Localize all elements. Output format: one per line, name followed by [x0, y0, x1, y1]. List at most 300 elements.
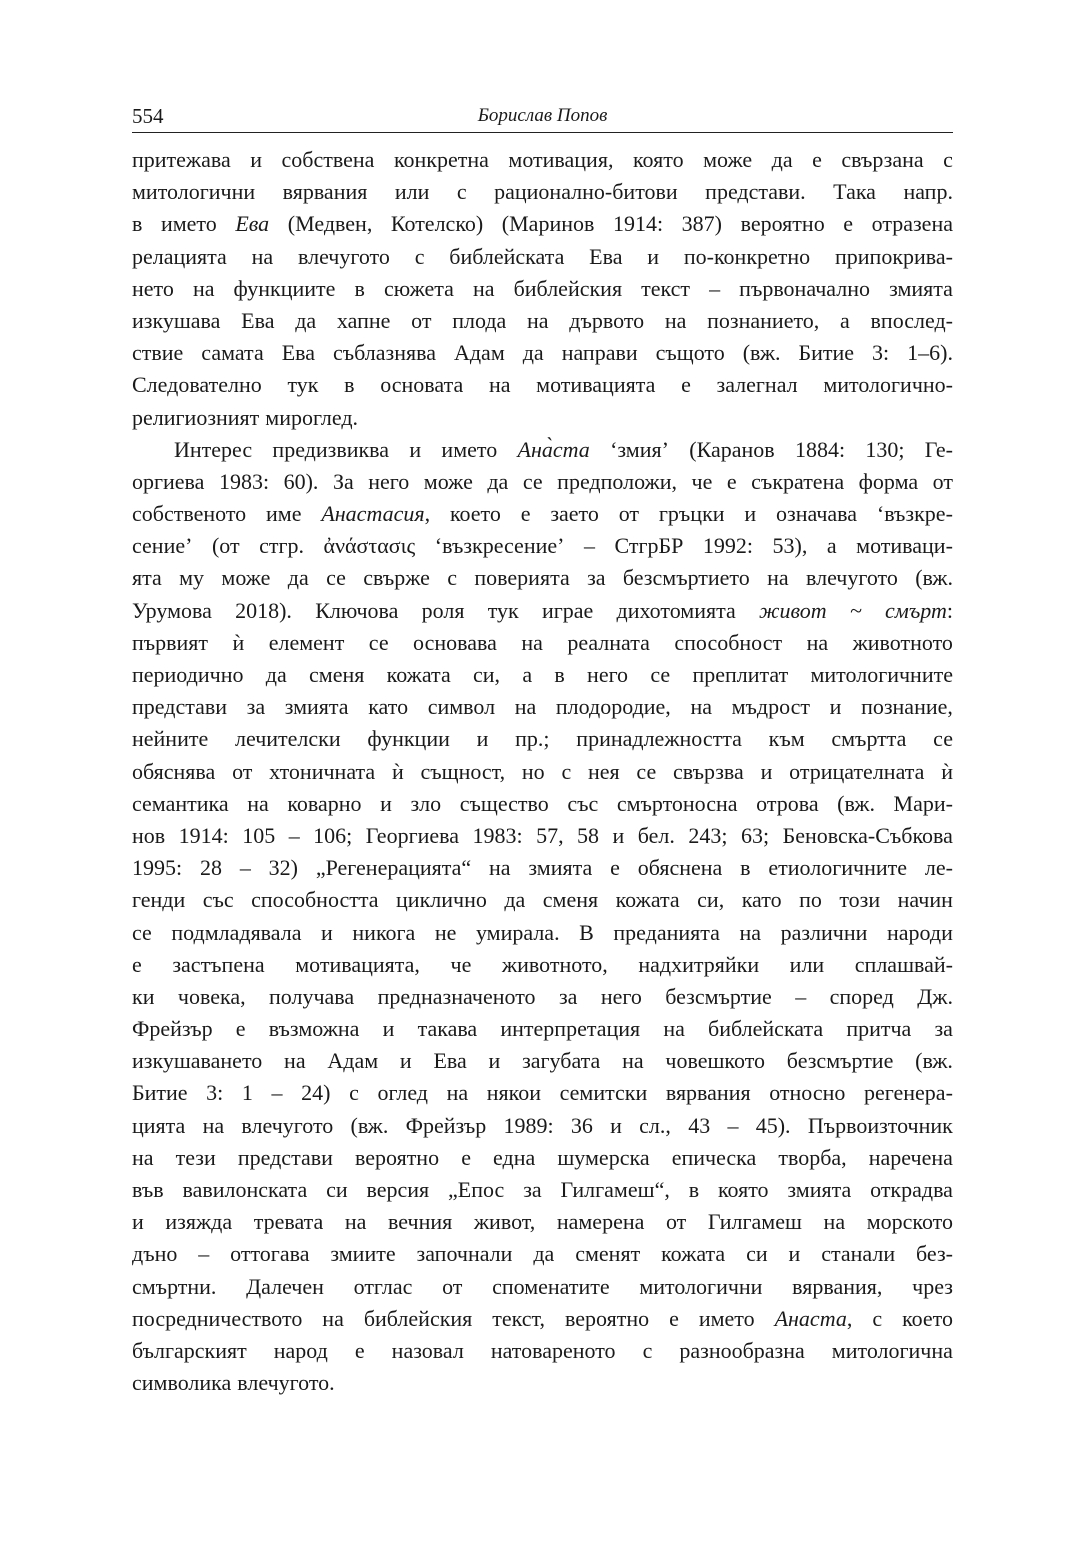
- word: към: [768, 726, 805, 752]
- word: и: [612, 822, 625, 848]
- word: може: [703, 147, 753, 172]
- word: да: [533, 1241, 555, 1267]
- word: човешкото: [665, 1048, 766, 1074]
- word: Ева: [241, 307, 275, 333]
- word: и: [829, 694, 842, 720]
- word: оргиева: [132, 468, 205, 494]
- word: 60).: [283, 468, 319, 494]
- word: на: [521, 629, 543, 655]
- word: влечугото: [806, 565, 898, 591]
- word: Фрейзър: [132, 1016, 213, 1042]
- word: не: [434, 919, 457, 945]
- word: 105: [242, 822, 276, 848]
- word: съкратена: [751, 468, 845, 494]
- word: в: [344, 372, 355, 398]
- word: мъдрост: [731, 694, 811, 720]
- word: библейския: [363, 1305, 473, 1331]
- word: е: [681, 372, 691, 398]
- word: семантика: [132, 790, 229, 816]
- word: Ключова: [315, 597, 399, 623]
- text-line: [132, 1142, 953, 1174]
- word: никога: [352, 919, 416, 945]
- word: което: [902, 1305, 953, 1331]
- word: и: [744, 501, 757, 527]
- word: намерена: [556, 1209, 645, 1235]
- word: такава: [417, 1016, 478, 1042]
- word: влечугото: [241, 1112, 334, 1138]
- word: основата: [380, 372, 464, 398]
- word: митологичните: [810, 662, 953, 687]
- word: с: [642, 1337, 653, 1363]
- word: способност: [674, 629, 783, 655]
- text-line: [132, 369, 953, 401]
- word: –: [795, 983, 807, 1009]
- word: лечителски: [235, 726, 341, 752]
- word: вероятно: [564, 1305, 650, 1331]
- word: оттогава: [230, 1241, 310, 1267]
- word: регенера-: [864, 1080, 953, 1106]
- word: 243;: [688, 822, 728, 848]
- word: него: [600, 983, 642, 1009]
- text-line: [132, 884, 953, 916]
- text-line: [132, 530, 953, 562]
- word: застъпена: [172, 951, 265, 977]
- word: Анастасия,: [321, 501, 431, 527]
- word: а: [826, 533, 837, 559]
- word: 43: [688, 1112, 711, 1138]
- word: –: [727, 1112, 739, 1138]
- word: СтгрБР: [614, 533, 684, 559]
- word: да: [287, 565, 309, 591]
- word: българският: [132, 1337, 247, 1363]
- word: коварно: [287, 790, 362, 816]
- word: на: [489, 855, 511, 881]
- word: на: [202, 1112, 225, 1138]
- word: заето: [550, 501, 599, 527]
- word: първият: [132, 629, 209, 655]
- word: на: [767, 565, 789, 591]
- word: притча: [846, 1016, 912, 1042]
- word: е: [812, 147, 822, 172]
- word: в: [132, 211, 143, 237]
- word: се: [326, 565, 346, 591]
- word: 24): [301, 1080, 331, 1106]
- text-line: [132, 241, 953, 273]
- word: е: [461, 1144, 471, 1170]
- word: вярвания,: [792, 1273, 883, 1299]
- word: митологична: [831, 1337, 953, 1363]
- word: различни: [780, 919, 868, 945]
- word: символика: [132, 1370, 232, 1396]
- word: но: [521, 758, 545, 784]
- word: тук: [287, 372, 319, 398]
- word: отрицателната: [789, 758, 925, 784]
- word: представи: [237, 1144, 333, 1170]
- word: Ева: [433, 1048, 467, 1074]
- word: и: [488, 1048, 501, 1074]
- word: се: [636, 758, 657, 784]
- text-line: [132, 562, 953, 594]
- word: отглас: [353, 1273, 413, 1299]
- word: гръцки: [658, 501, 725, 527]
- word: Първоизточник: [807, 1112, 953, 1138]
- word: на: [527, 307, 549, 333]
- word: ѝ: [391, 758, 404, 784]
- word: представи: [132, 694, 228, 720]
- word: умирала.: [475, 919, 560, 945]
- word: ‘змия’: [610, 436, 669, 462]
- word: се: [522, 468, 543, 494]
- word: същество: [459, 790, 549, 816]
- word: (вж.: [915, 565, 953, 591]
- word: с: [447, 565, 458, 591]
- word: е: [132, 951, 142, 977]
- word: си: [746, 1241, 768, 1267]
- text-line: [132, 723, 953, 755]
- text-line: [132, 917, 953, 949]
- word: семитски: [559, 1080, 648, 1106]
- word: направи: [561, 340, 638, 366]
- word: е: [610, 855, 620, 881]
- word: конкретна: [393, 147, 489, 172]
- word: –: [583, 533, 595, 559]
- word: и: [409, 436, 422, 462]
- word: народ: [273, 1337, 328, 1363]
- word: (вж.: [837, 790, 875, 816]
- word: ствие: [132, 340, 184, 366]
- word: (вж.: [350, 1112, 389, 1138]
- word: със: [567, 790, 599, 816]
- word: разнообразна: [679, 1337, 805, 1363]
- word: обяснена: [637, 855, 723, 881]
- word: назовал: [391, 1337, 464, 1363]
- word: а: [522, 662, 533, 687]
- text-line: [132, 852, 953, 884]
- word: плодородие,: [555, 694, 671, 720]
- word: рационално-битови: [494, 179, 678, 205]
- word: предназначеното: [377, 983, 536, 1009]
- word: същото: [655, 340, 725, 366]
- word: на: [344, 1209, 367, 1235]
- word: циклично: [396, 887, 487, 913]
- paragraph: [132, 434, 953, 1400]
- word: „Регенерацията“: [315, 855, 472, 881]
- word: започнали: [416, 1241, 513, 1267]
- italic-term: Анастасия: [321, 501, 425, 527]
- word: (вж.: [742, 340, 781, 366]
- word: си,: [697, 887, 725, 913]
- word: 32): [268, 855, 298, 881]
- word: [518, 434, 590, 466]
- word: текст: [641, 275, 691, 301]
- word: и: [250, 147, 263, 172]
- word: кожата: [661, 1241, 726, 1267]
- word: на: [622, 1048, 644, 1074]
- word: –: [271, 1080, 283, 1106]
- word: впослед-: [870, 307, 953, 333]
- word: подмладявала: [171, 919, 302, 945]
- word: плода: [452, 307, 507, 333]
- word: принадлежността: [576, 726, 742, 752]
- word: си,: [473, 662, 501, 687]
- word: 1983:: [472, 822, 523, 848]
- word: 28: [199, 855, 222, 881]
- word: да: [522, 340, 544, 366]
- text-line: [132, 466, 953, 498]
- word: си: [326, 1177, 348, 1202]
- word: религиозният: [132, 404, 260, 430]
- page-header: [132, 98, 953, 133]
- word: ки: [132, 983, 155, 1009]
- word: Гилгамеш: [707, 1209, 802, 1235]
- word: е: [235, 1016, 246, 1042]
- word: Мари-: [893, 790, 953, 816]
- italic-term: ~: [849, 597, 862, 623]
- word: с: [561, 758, 572, 784]
- word: е: [520, 501, 531, 527]
- word: за: [523, 1177, 542, 1202]
- word: За: [332, 468, 354, 494]
- text-line: [132, 273, 953, 305]
- word: за: [246, 694, 266, 720]
- text-line: [132, 1206, 953, 1238]
- word: относно: [769, 1080, 846, 1106]
- word: В: [579, 919, 594, 945]
- text-line: [132, 1174, 953, 1206]
- word: смъртта: [831, 726, 907, 752]
- word: преданията: [613, 919, 720, 945]
- word: 387): [681, 211, 722, 237]
- word: че: [450, 951, 472, 977]
- word: със: [202, 887, 234, 913]
- word: 1: [241, 1080, 253, 1106]
- word: начин: [897, 887, 953, 913]
- text-line: [132, 949, 953, 981]
- word: се: [368, 629, 389, 655]
- word: да: [487, 468, 509, 494]
- word: нето: [132, 275, 174, 301]
- word: самата: [201, 340, 264, 366]
- word: сплашвай-: [854, 951, 953, 977]
- word: първоначално: [739, 275, 870, 301]
- word: 130;: [865, 436, 905, 462]
- word: да: [265, 662, 287, 687]
- word: (от: [211, 533, 240, 559]
- word: Ева: [589, 243, 623, 269]
- word: която: [717, 1177, 769, 1202]
- word: свърже: [363, 565, 430, 591]
- word: и: [788, 1241, 801, 1267]
- word: познание,: [861, 694, 953, 720]
- word: по-конкретно: [683, 243, 811, 269]
- word: безсмъртие: [665, 983, 772, 1009]
- word: Урумова: [132, 597, 212, 623]
- word: животното: [852, 629, 953, 655]
- word: функции: [367, 726, 450, 752]
- word: нов: [132, 822, 166, 848]
- word: 1884:: [794, 436, 846, 462]
- word: наречена: [868, 1144, 953, 1170]
- word: 1914:: [612, 211, 664, 237]
- text-line: [132, 1110, 953, 1142]
- word: Беновска-Събкова: [782, 822, 953, 848]
- word: изяжда: [165, 1209, 233, 1235]
- word: надхитряйки: [638, 951, 760, 977]
- word: в: [688, 1177, 700, 1202]
- word: кожата: [615, 887, 680, 913]
- word: се: [933, 726, 953, 752]
- text-line: [132, 981, 953, 1013]
- word: Ева: [281, 340, 316, 366]
- word: открадва: [870, 1177, 953, 1202]
- word: представи.: [705, 179, 806, 205]
- word: посредничеството: [132, 1305, 303, 1331]
- word: 1914:: [178, 822, 229, 848]
- word: с: [872, 1305, 883, 1331]
- word: (Медвен,: [287, 211, 373, 237]
- word: Георгиева: [365, 822, 459, 848]
- word: животното,: [501, 951, 608, 977]
- word: мотиваци-: [856, 533, 953, 559]
- word: тук: [487, 597, 519, 623]
- word: от: [411, 307, 432, 333]
- word: на: [322, 1305, 344, 1331]
- word: с: [414, 243, 425, 269]
- word: (Маринов: [501, 211, 595, 237]
- word: в: [740, 855, 751, 881]
- word: 58: [577, 822, 600, 848]
- word: Адам: [327, 1048, 379, 1074]
- word: познанието,: [707, 307, 820, 333]
- word: Котелско): [390, 211, 484, 237]
- text-line: [132, 820, 953, 852]
- word: 1995:: [132, 855, 183, 881]
- word: живот,: [473, 1209, 536, 1235]
- word: вероятно: [740, 211, 825, 237]
- word: тези: [175, 1144, 216, 1170]
- word: и: [382, 1016, 395, 1042]
- word: (вж.: [915, 1048, 953, 1074]
- word: или: [394, 179, 430, 205]
- word: ѝ: [232, 629, 245, 655]
- word: пр.;: [515, 726, 550, 752]
- word: загубата: [522, 1048, 601, 1074]
- word: в: [554, 662, 565, 687]
- text-line: [132, 691, 953, 723]
- word: сменя: [542, 887, 599, 913]
- word: името: [698, 1305, 755, 1331]
- word: може: [221, 565, 271, 591]
- word: Дж.: [917, 983, 953, 1009]
- word: предположи,: [557, 468, 678, 494]
- running-head-author: Борислав Попов: [477, 105, 608, 126]
- word: от: [232, 758, 253, 784]
- word: възможна: [268, 1016, 360, 1042]
- word: като: [741, 887, 782, 913]
- word: безсмъртието: [622, 565, 750, 591]
- word: за: [558, 983, 578, 1009]
- italic-term: Ева: [235, 211, 270, 237]
- word: мотивация,: [508, 147, 614, 172]
- word: ѝ: [941, 758, 953, 784]
- text-line: [132, 1271, 953, 1303]
- word: или: [789, 951, 825, 977]
- word: морското: [866, 1209, 953, 1235]
- word: 36: [570, 1112, 593, 1138]
- word: епическа: [671, 1144, 757, 1170]
- word: означава: [776, 501, 858, 527]
- word: народи: [886, 919, 953, 945]
- word: 57,: [536, 822, 564, 848]
- word: основава: [413, 629, 497, 655]
- word: бел.: [637, 822, 675, 848]
- word: да: [295, 307, 317, 333]
- word: и: [380, 790, 392, 816]
- word: реалната: [567, 629, 650, 655]
- word: е: [669, 1305, 679, 1331]
- word: от: [932, 468, 953, 494]
- word: шумерска: [557, 1144, 650, 1170]
- word: име: [266, 501, 302, 527]
- word: обяснява: [132, 758, 216, 784]
- word: нея: [587, 758, 620, 784]
- word: –: [288, 822, 300, 848]
- word: а: [840, 307, 850, 333]
- word: мотивацията: [536, 372, 656, 398]
- word: да: [504, 887, 526, 913]
- word: станали: [821, 1241, 896, 1267]
- word: смърт:: [885, 597, 953, 623]
- word: змията: [787, 1177, 852, 1202]
- word: залегнал: [716, 372, 798, 398]
- text-line: [132, 659, 953, 691]
- word: вярвания: [665, 1080, 751, 1106]
- word: вечния: [388, 1209, 453, 1235]
- word: на: [472, 275, 495, 301]
- word: и: [760, 758, 773, 784]
- word: –: [709, 275, 721, 301]
- word: –: [239, 855, 251, 881]
- word: на: [823, 1209, 846, 1235]
- text-line: [132, 1045, 953, 1077]
- body-text: [132, 144, 953, 1399]
- word: собствена: [281, 147, 375, 172]
- word: на: [284, 1048, 306, 1074]
- word: змията: [889, 275, 953, 301]
- text-line: [132, 176, 953, 208]
- word: сл.,: [639, 1112, 671, 1138]
- word: влечугото: [298, 243, 390, 269]
- word: за: [934, 1016, 953, 1042]
- italic-term: живот: [759, 597, 827, 623]
- word: което: [449, 501, 501, 527]
- word: Следователно: [132, 372, 262, 398]
- word: на: [664, 307, 687, 333]
- word: изкушава: [132, 307, 221, 333]
- word: споменатите: [492, 1273, 610, 1299]
- word: от: [618, 501, 640, 527]
- word: генди: [132, 887, 186, 913]
- text-line: [132, 1238, 953, 1270]
- word: змията: [528, 855, 593, 881]
- word: собственото: [132, 501, 247, 527]
- word: на: [446, 1080, 469, 1106]
- text-line: [132, 756, 953, 788]
- word: периодично: [132, 662, 244, 687]
- word: като: [368, 694, 409, 720]
- word: 53),: [772, 533, 808, 559]
- word: на: [690, 694, 712, 720]
